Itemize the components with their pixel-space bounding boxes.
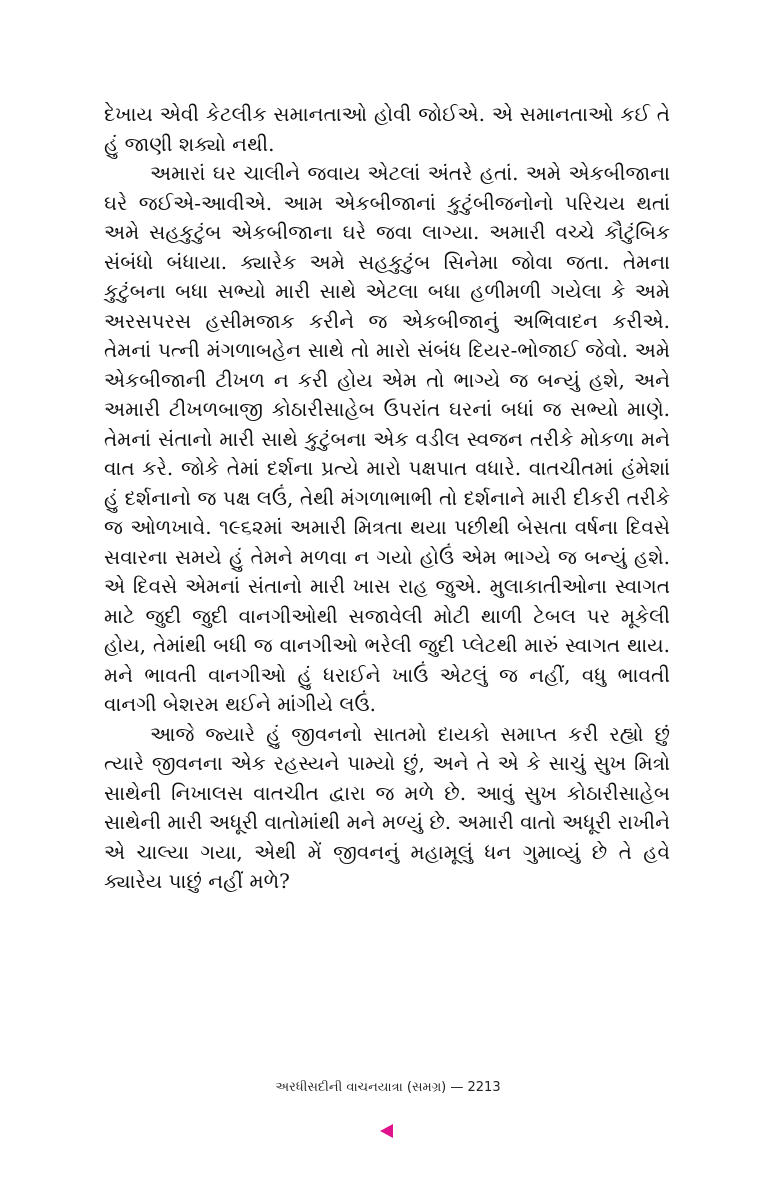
paragraph-reflection: આજે જ્યારે હું જીવનનો સાતમો દાયકો સમાપ્ત કરી રહ્યો છું ત્યારે જીવનના એક રહસ્યને પામ્યો છું, અને તે એ કે સાચું સુખ મિત્રો સાથેની નિખાલસ વાતચીત દ્વારા જ મળે છે. આવું સુખ કોઠારીસાહેબ સાથેની મારી અધૂરી વાતોમાંથી મને મળ્યું છે. અમારી વાતો અધૂરી રાખીને એ ચાલ્યા ગયા, એથી મેં જીવનનું મહામૂલું ધન ગુમાવ્યું છે તે હવે ક્યારેય પાછું નહીં મળે? [104,721,670,893]
paragraph-friendship: અમારાં ઘર ચાલીને જવાય એટલાં અંતરે હતાં. અમે એકબીજાના ઘરે જઈએ-આવીએ. આમ એકબીજાનાં કુટુંબીજનોનો પરિચય થતાં અમે સહકુટુંબ એકબીજાના ઘરે જવા લાગ્યા. અમારી વચ્ચે કૌટુંબિક સંબંધો બંધાયા. ક્યારેક અમે સહકુટુંબ સિનેમા જોવા જતા. તેમના કુટુંબના બધા સભ્યો મારી સાથે એટલા બધા હળીમળી ગયેલા કે અમે અરસપરસ હસીમજાક કરીને જ એકબીજાનું અભિવાદન કરીએ. તેમનાં પત્ની મંગળાબહેન સાથે તો મારો સંબંધ દિયર-ભોજાઈ જેવો. અમે એકબીજાની ટીખળ ન કરી હોય એમ તો ભાગ્યે જ બન્યું હશે, અને અમારી ટીખળબાજી કોઠારીસાહેબ ઉપરાંત ઘરનાં બધાં જ સભ્યો માણે. તેમનાં સંતાનો મારી સાથે કુટુંબના એક વડીલ સ્વજન તરીકે મોકળા મને વાત કરે. જોકે તેમાં દર્શના પ્રત્યે મારો પક્ષપાત વધારે. વાતચીતમાં હંમેશાં હું દર્શનાનો જ પક્ષ લઉં, તેથી મંગળાભાભી તો દર્શનાને મારી દીકરી તરીકે જ ઓળખાવે. ૧૯૬૨માં અમારી મિત્રતા થયા પછીથી બેસતા વર્ષના દિવસે સવારના સમયે હું તેમને મળવા ન ગયો હોઉં એમ ભાગ્યે જ બન્યું હશે. એ દિવસે એમનાં સંતાનો મારી ખાસ રાહ જુએ. મુલાકાતીઓના સ્વાગત માટે જુદી જુદી વાનગીઓથી સજાવેલી મોટી થાળી ટેબલ પર મૂકેલી હોય, તેમાંથી બધી જ વાનગીઓ ભરેલી જુદી પ્લેટથી મારું સ્વાગત થાય. મને ભાવતી વાનગીઓ હું ધરાઈને ખાઉં એટલું જ નહીં, વધુ ભાવતી વાનગી બેશરમ થઈને માંગીયે લઉં. [104,161,670,716]
body-text [104,100,670,897]
paragraph-continuation: દેખાય એવી કેટલીક સમાનતાઓ હોવી જોઈએ. એ સમાનતાઓ કઈ તે હું જાણી શક્યો નથી. [104,102,670,156]
page-footer: અરધીસદીની વાચનયાત્રા (સમગ્ર) — 2213 [275,1080,501,1095]
previous-page-arrow-icon[interactable] [380,1124,393,1138]
